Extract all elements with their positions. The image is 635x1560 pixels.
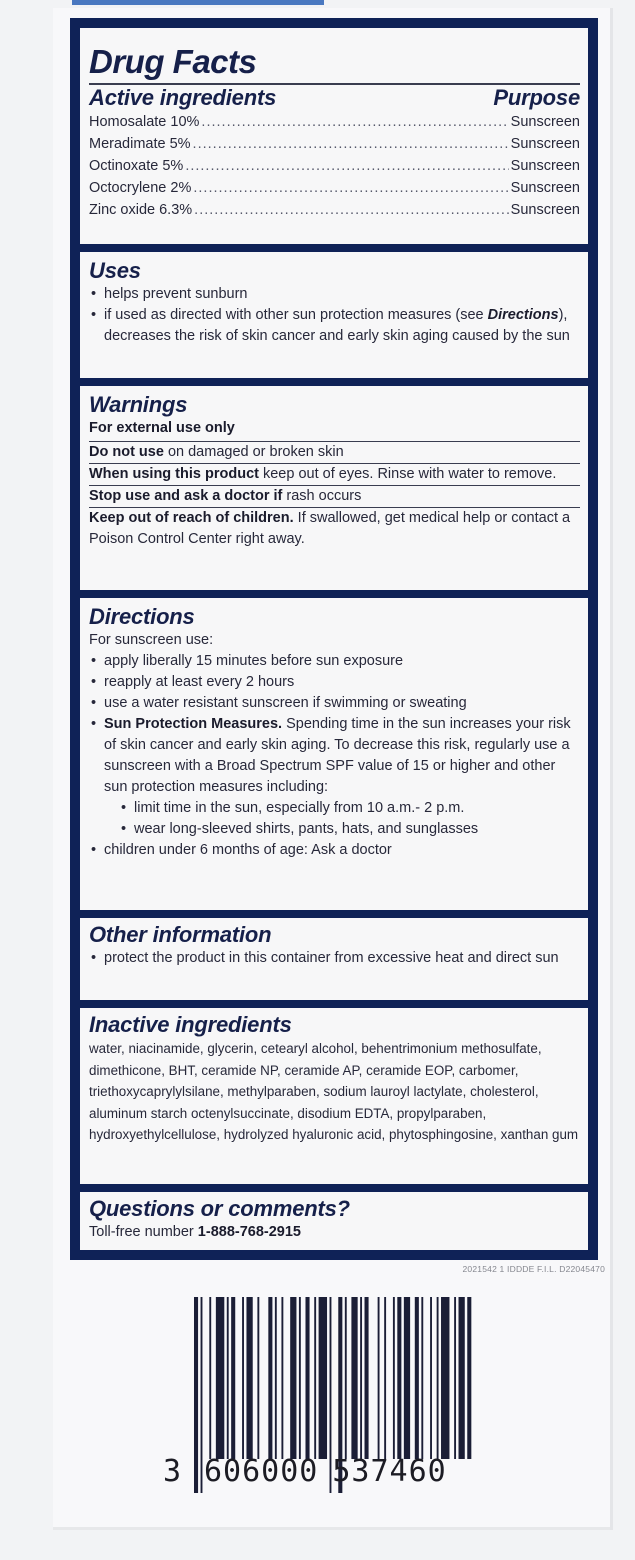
directions-item: • children under 6 months of age: Ask a doctor bbox=[89, 840, 580, 861]
uses-section bbox=[80, 252, 588, 378]
stop-use bbox=[89, 486, 580, 507]
ingredient-purpose: Sunscreen bbox=[510, 180, 580, 196]
ingredient-row bbox=[89, 177, 580, 199]
barcode-bar bbox=[319, 1297, 327, 1459]
keep-out-of-reach bbox=[89, 508, 580, 550]
barcode-bar bbox=[393, 1297, 395, 1459]
warnings-section bbox=[80, 386, 588, 590]
barcode-lead-digit: 3 bbox=[163, 1454, 182, 1489]
barcode-bar bbox=[360, 1297, 362, 1459]
ingredient-row bbox=[89, 155, 580, 177]
uses-item-text: if used as directed with other sun protection measures (see bbox=[104, 307, 488, 323]
uses-item-text: ), decreases the risk of skin cancer and early skin aging caused by the sun bbox=[104, 307, 570, 344]
barcode-bar bbox=[231, 1297, 235, 1459]
stop-use-label: Stop use and ask a doctor if bbox=[89, 488, 283, 504]
inactive-ingredients-heading: Inactive ingredients bbox=[89, 1012, 292, 1037]
barcode-bar bbox=[194, 1297, 198, 1493]
ingredient-row bbox=[89, 199, 580, 221]
barcode-bar bbox=[209, 1297, 211, 1459]
barcode-group-right: 537460 bbox=[332, 1454, 447, 1489]
do-not-use bbox=[89, 442, 580, 463]
lot-code: 2021542 1 IDDDE F.I.L. D22045470 bbox=[462, 1264, 605, 1274]
directions-heading: Directions bbox=[89, 604, 195, 629]
other-information-section bbox=[80, 918, 588, 1000]
warnings-heading: Warnings bbox=[89, 392, 188, 417]
barcode-bar bbox=[415, 1297, 419, 1459]
barcode-bar bbox=[384, 1297, 386, 1459]
ingredient-name: Octinoxate 5% bbox=[89, 158, 184, 174]
sun-protection-measures bbox=[89, 714, 580, 798]
directions-reference: Directions bbox=[487, 307, 559, 323]
drug-facts-title: Drug Facts bbox=[89, 43, 257, 80]
barcode-bar bbox=[290, 1297, 296, 1459]
barcode-bar bbox=[378, 1297, 380, 1459]
barcode-bar bbox=[430, 1297, 432, 1459]
uses-item: • helps prevent sunburn bbox=[89, 284, 580, 305]
ingredient-purpose: Sunscreen bbox=[510, 114, 580, 130]
questions-heading: Questions or comments? bbox=[89, 1196, 350, 1221]
barcode-digits bbox=[204, 1455, 447, 1489]
barcode-bar bbox=[437, 1297, 439, 1459]
ingredient-purpose: Sunscreen bbox=[510, 158, 580, 174]
leader-dots bbox=[193, 177, 508, 199]
keep-out-label: Keep out of reach of children. bbox=[89, 510, 294, 526]
ingredient-row bbox=[89, 111, 580, 133]
purpose-heading: Purpose bbox=[493, 85, 580, 110]
ingredient-row bbox=[89, 133, 580, 155]
spm-label: Sun Protection Measures. bbox=[104, 716, 283, 732]
ingredient-name: Octocrylene 2% bbox=[89, 180, 192, 196]
active-header-row bbox=[89, 85, 580, 111]
directions-intro: For sunscreen use: bbox=[89, 632, 214, 648]
other-information-item: • protect the product in this container from excessive heat and direct sun bbox=[89, 948, 580, 969]
barcode-bar bbox=[299, 1297, 301, 1459]
when-using-text: keep out of eyes. Rinse with water to remove. bbox=[258, 466, 557, 482]
keep-out-text: If swallowed, get medical help or contact a Poison Control Center right away. bbox=[89, 510, 571, 547]
barcode-bar bbox=[454, 1297, 456, 1459]
external-use-text: For external use only bbox=[89, 420, 235, 436]
stop-use-text: rash occurs bbox=[282, 488, 362, 504]
ingredient-name: Homosalate 10% bbox=[89, 114, 200, 130]
directions-item: • reapply at least every 2 hours bbox=[89, 672, 580, 693]
barcode-bar bbox=[404, 1297, 410, 1459]
inactive-ingredients-section bbox=[80, 1008, 588, 1184]
barcode-bar bbox=[216, 1297, 224, 1459]
active-ingredients-section bbox=[80, 28, 588, 244]
toll-free-line bbox=[89, 1222, 580, 1243]
phone-number: 1-888-768-2915 bbox=[197, 1224, 301, 1240]
barcode-bar bbox=[467, 1297, 471, 1459]
spm-text: Spending time in the sun increases your risk of skin cancer and early skin aging. To decrease this risk, regularly use a sunscreen with a Broad Spectrum SPF value of 15 or higher and other sun protection measures including: bbox=[104, 716, 571, 795]
leader-dots bbox=[185, 155, 508, 177]
barcode-bar bbox=[257, 1297, 259, 1459]
ingredient-purpose: Sunscreen bbox=[510, 202, 580, 218]
barcode-bar bbox=[242, 1297, 244, 1459]
leader-dots bbox=[201, 111, 508, 133]
barcode-bar bbox=[314, 1297, 316, 1459]
directions-section bbox=[80, 598, 588, 910]
barcode-bar bbox=[281, 1297, 283, 1459]
do-not-use-label: Do not use bbox=[89, 444, 164, 460]
ingredient-name: Meradimate 5% bbox=[89, 136, 191, 152]
leader-dots bbox=[193, 133, 509, 155]
barcode-bar bbox=[397, 1297, 401, 1459]
directions-subitem: • wear long-sleeved shirts, pants, hats, and sunglasses bbox=[89, 819, 580, 840]
barcode-bar bbox=[459, 1297, 465, 1459]
directions-item: • use a water resistant sunscreen if swimming or sweating bbox=[89, 693, 580, 714]
barcode-bar bbox=[275, 1297, 277, 1459]
ingredient-name: Zinc oxide 6.3% bbox=[89, 202, 193, 218]
uses-heading: Uses bbox=[89, 258, 141, 283]
inactive-ingredients-text: water, niacinamide, glycerin, cetearyl alcohol, behentrimonium methosulfate, dimethicone, BHT, ceramide NP, ceramide AP, ceramide EOP, carbomer, triethoxycaprylylsilane, methylparaben, sodium lauroyl lactylate, cholesterol, aluminum starch octenylsuccinate, disodium EDTA, propylparaben, hydroxyethylcellulose, hydrolyzed hyaluronic acid, phytosphingosine, xanthan gum bbox=[89, 1041, 579, 1142]
uses-item bbox=[89, 305, 580, 347]
barcode-bar bbox=[345, 1297, 347, 1459]
ingredient-purpose: Sunscreen bbox=[510, 136, 580, 152]
barcode-bar bbox=[227, 1297, 229, 1459]
do-not-use-text: on damaged or broken skin bbox=[163, 444, 344, 460]
barcode-group-left: 606000 bbox=[204, 1454, 319, 1489]
barcode-bar bbox=[351, 1297, 357, 1459]
barcode-bar bbox=[441, 1297, 449, 1459]
barcode-bar bbox=[246, 1297, 252, 1459]
directions-item: • apply liberally 15 minutes before sun exposure bbox=[89, 651, 580, 672]
external-use-note bbox=[89, 418, 580, 441]
when-using-label: When using this product bbox=[89, 466, 259, 482]
barcode-bar bbox=[365, 1297, 369, 1459]
barcode-bar bbox=[201, 1297, 203, 1493]
barcode-bar bbox=[305, 1297, 309, 1459]
active-ingredients-heading: Active ingredients bbox=[89, 85, 277, 110]
questions-section bbox=[80, 1192, 588, 1250]
top-accent-strip bbox=[72, 0, 324, 5]
leader-dots bbox=[194, 199, 509, 221]
drug-facts-panel bbox=[70, 18, 598, 1260]
barcode-bar bbox=[268, 1297, 272, 1459]
toll-free-label: Toll-free number bbox=[89, 1224, 198, 1240]
directions-subitem: • limit time in the sun, especially from 10 a.m.- 2 p.m. bbox=[89, 798, 580, 819]
barcode-bar bbox=[421, 1297, 423, 1459]
when-using bbox=[89, 464, 580, 485]
other-information-heading: Other information bbox=[89, 922, 272, 947]
